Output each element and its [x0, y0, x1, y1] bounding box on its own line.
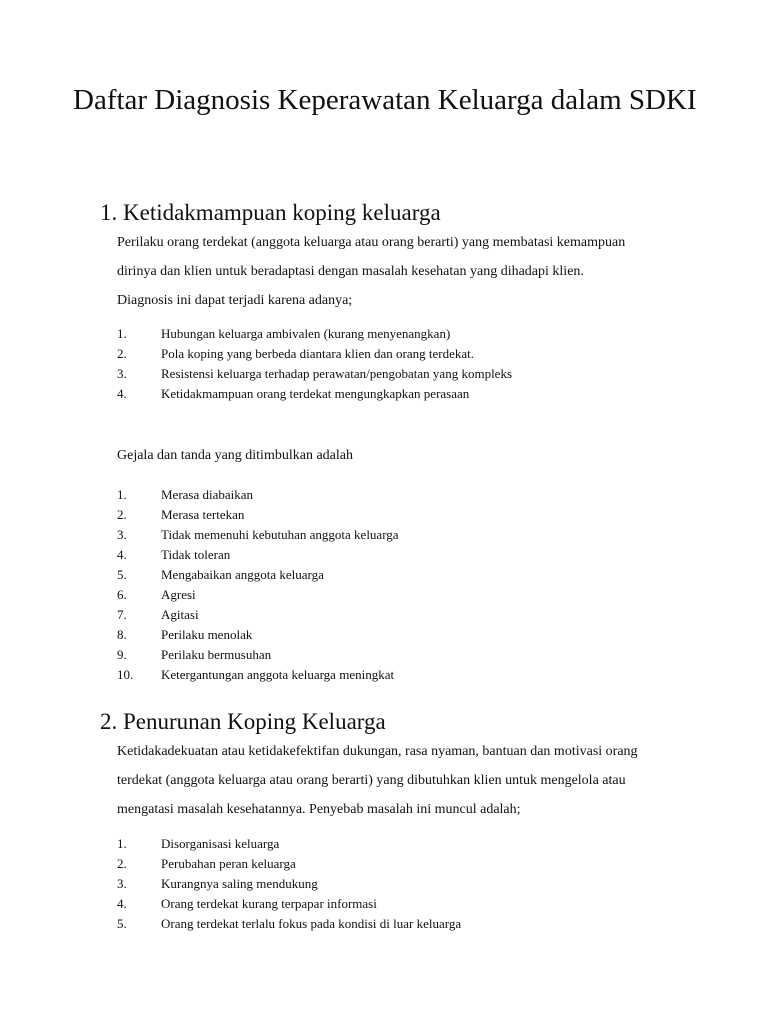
list-number: 4.	[117, 547, 127, 562]
section-1-causes-list	[117, 324, 512, 404]
list-number: 8.	[117, 627, 127, 642]
list-item	[117, 545, 399, 565]
paragraph-line: Perilaku orang terdekat (anggota keluarga atau orang berarti) yang membatasi kemampuan	[117, 235, 626, 250]
document-title: Daftar Diagnosis Keperawatan Keluarga dalam SDKI	[73, 84, 697, 116]
list-text: Mengabaikan anggota keluarga	[161, 567, 324, 582]
list-number: 5.	[117, 567, 127, 582]
list-number: 1.	[117, 836, 127, 851]
list-item	[117, 834, 461, 854]
list-number: 6.	[117, 587, 127, 602]
list-text: Orang terdekat kurang terpapar informasi	[161, 896, 377, 911]
list-item	[117, 525, 399, 545]
list-item	[117, 384, 512, 404]
list-item	[117, 585, 399, 605]
list-number: 1.	[117, 326, 127, 341]
list-number: 2.	[117, 507, 127, 522]
list-text: Tidak toleran	[161, 547, 231, 562]
list-item	[117, 665, 399, 685]
paragraph-line: Diagnosis ini dapat terjadi karena adanya;	[117, 293, 353, 308]
list-text: Merasa diabaikan	[161, 487, 254, 502]
list-text: Kurangnya saling mendukung	[161, 876, 318, 891]
list-item	[117, 914, 461, 934]
symptoms-intro: Gejala dan tanda yang ditimbulkan adalah	[117, 448, 353, 463]
list-text: Ketidakmampuan orang terdekat mengungkapkan perasaan	[161, 386, 470, 401]
list-item	[117, 625, 399, 645]
list-number: 2.	[117, 856, 127, 871]
section-2-paragraph	[117, 737, 737, 824]
section-2-causes-list	[117, 834, 461, 934]
list-text: Resistensi keluarga terhadap perawatan/pengobatan yang kompleks	[161, 366, 513, 381]
list-text: Hubungan keluarga ambivalen (kurang menyenangkan)	[161, 326, 451, 341]
paragraph-line: mengatasi masalah kesehatannya. Penyebab masalah ini muncul adalah;	[117, 802, 521, 817]
list-number: 4.	[117, 896, 127, 911]
list-item	[117, 485, 399, 505]
list-number: 3.	[117, 366, 127, 381]
list-number: 2.	[117, 346, 127, 361]
list-text: Perubahan peran keluarga	[161, 856, 296, 871]
list-item	[117, 505, 399, 525]
list-item	[117, 645, 399, 665]
list-number: 5.	[117, 916, 127, 931]
list-number: 1.	[117, 487, 127, 502]
list-number: 3.	[117, 876, 127, 891]
section-1-symptoms-list	[117, 485, 399, 685]
list-text: Agresi	[161, 587, 196, 602]
list-item	[117, 605, 399, 625]
list-text: Orang terdekat terlalu fokus pada kondisi di luar keluarga	[161, 916, 462, 931]
list-number: 10.	[117, 667, 134, 682]
section-heading-1: 1. Ketidakmampuan koping keluarga	[100, 200, 441, 225]
paragraph-line: Ketidakadekuatan atau ketidakefektifan dukungan, rasa nyaman, bantuan dan motivasi orang	[117, 744, 638, 759]
list-number: 9.	[117, 647, 127, 662]
list-item	[117, 874, 461, 894]
list-item	[117, 324, 512, 344]
section-heading-2: 2. Penurunan Koping Keluarga	[100, 709, 386, 734]
paragraph-line: dirinya dan klien untuk beradaptasi dengan masalah kesehatan yang dihadapi klien.	[117, 264, 584, 279]
list-item	[117, 894, 461, 914]
list-text: Merasa tertekan	[161, 507, 245, 522]
section-1-paragraph	[117, 228, 737, 315]
list-number: 7.	[117, 607, 127, 622]
list-text: Perilaku menolak	[161, 627, 253, 642]
list-item	[117, 344, 512, 364]
list-text: Disorganisasi keluarga	[161, 836, 280, 851]
list-text: Agitasi	[161, 607, 199, 622]
list-item	[117, 565, 399, 585]
list-number: 4.	[117, 386, 127, 401]
list-item	[117, 364, 512, 384]
list-text: Perilaku bermusuhan	[161, 647, 272, 662]
list-text: Pola koping yang berbeda diantara klien dan orang terdekat.	[161, 346, 474, 361]
list-item	[117, 854, 461, 874]
list-text: Ketergantungan anggota keluarga meningkat	[161, 667, 395, 682]
list-number: 3.	[117, 527, 127, 542]
paragraph-line: terdekat (anggota keluarga atau orang berarti) yang dibutuhkan klien untuk mengelola atau	[117, 773, 626, 788]
list-text: Tidak memenuhi kebutuhan anggota keluarga	[161, 527, 399, 542]
